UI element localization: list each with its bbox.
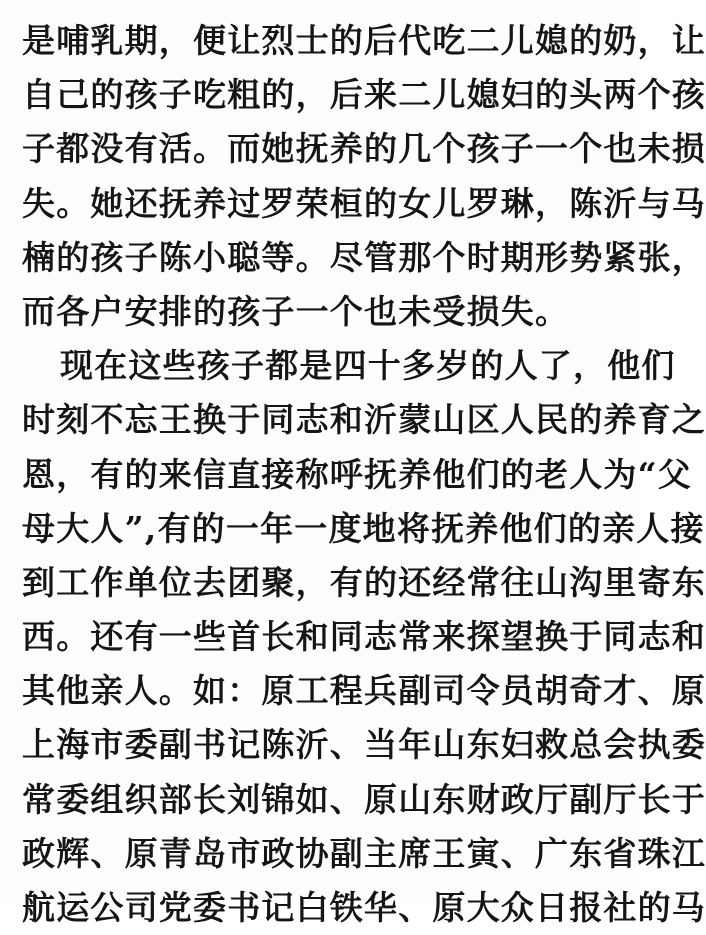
text-line: 而各户安排的孩子一个也未受损失。 — [22, 291, 570, 331]
text-line: 现在这些孩子都是四十多岁的人了，他们 — [60, 346, 676, 386]
text-line: 时刻不忘王换于同志和沂蒙山区人民的养育之 — [22, 400, 706, 440]
text-line: 母大人”,有的一年一度地将抚养他们的亲人接 — [22, 508, 705, 548]
text-line: 恩，有的来信直接称呼抚养他们的老人为“父 — [22, 454, 692, 494]
body-text — [22, 14, 706, 935]
text-line: 政辉、原青岛市政协副主席王寅、广东省珠江 — [22, 833, 706, 873]
paragraph-first-line — [22, 339, 676, 393]
text-line: 到工作单位去团聚，有的还经常往山沟里寄东 — [22, 562, 706, 602]
text-line: 西。还有一些首长和同志常来探望换于同志和 — [22, 617, 706, 657]
text-line: 楠的孩子陈小聪等。尽管那个时期形势紧张， — [22, 237, 706, 277]
text-line: 子都没有活。而她抚养的几个孩子一个也未损 — [22, 129, 706, 169]
text-line: 上海市委副书记陈沂、当年山东妇救总会执委 — [22, 725, 706, 765]
text-line: 自己的孩子吃粗的，后来二儿媳妇的头两个孩 — [22, 75, 706, 115]
text-line: 其他亲人。如：原工程兵副司令员胡奇才、原 — [22, 671, 706, 711]
text-line: 是哺乳期，便让烈士的后代吃二儿媳的奶，让 — [22, 21, 706, 60]
text-line: 常委组织部长刘锦如、原山东财政厅副厅长于 — [22, 779, 706, 819]
text-line: 航运公司党委书记白铁华、原大众日报社的马 — [22, 888, 706, 927]
text-line: 失。她还抚养过罗荣桓的女儿罗琳，陈沂与马 — [22, 183, 706, 223]
